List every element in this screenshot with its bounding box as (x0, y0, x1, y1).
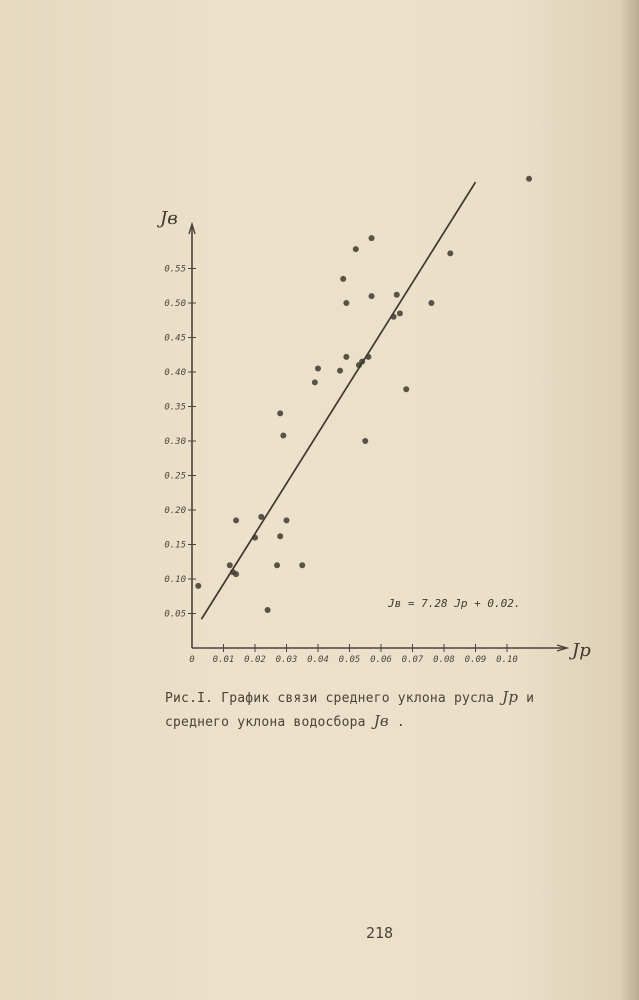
data-point (315, 366, 321, 372)
caption-line-1 (165, 686, 595, 710)
data-point (233, 517, 239, 523)
y-tick-label: 0.55 (164, 264, 186, 275)
data-point (397, 310, 403, 316)
data-point (274, 562, 280, 568)
caption-tail-1: и (518, 691, 535, 706)
data-point (284, 517, 290, 523)
data-point (252, 535, 258, 541)
x-tick-label: 0.01 (212, 655, 235, 665)
x-tick-label: 0.05 (338, 655, 361, 665)
x-tick-label: 0.10 (496, 655, 518, 665)
data-point (337, 368, 343, 374)
caption-text-1: Рис.I. График связи среднего уклона русла (165, 691, 503, 706)
caption-symbol-1: Jр (502, 688, 519, 706)
data-point (365, 354, 371, 360)
page-number: 218 (366, 924, 394, 942)
caption-text-2: среднего уклона водосбора (165, 715, 374, 730)
x-tick-label: 0.02 (244, 655, 266, 665)
x-tick-label: 0.04 (307, 655, 329, 665)
data-point (391, 314, 397, 320)
x-tick-label: 0.09 (464, 655, 487, 665)
data-point (369, 235, 375, 241)
data-point (359, 359, 365, 365)
caption-line-2 (165, 710, 595, 734)
data-point (394, 292, 400, 298)
y-tick-label: 0.10 (164, 575, 186, 585)
data-point (258, 514, 264, 520)
x-tick-label: 0.07 (401, 655, 424, 665)
figure-caption (165, 686, 595, 734)
data-point (362, 438, 368, 444)
data-point (265, 607, 271, 613)
x-tick-label: 0.08 (433, 655, 455, 665)
data-point (195, 583, 201, 589)
data-point (369, 293, 375, 299)
data-point (299, 562, 305, 568)
fit-line-group (201, 182, 475, 619)
caption-symbol-2: Jв (373, 712, 389, 730)
axes (189, 224, 567, 651)
y-tick-label: 0.15 (164, 540, 186, 551)
x-tick-label: 0 (189, 655, 195, 665)
data-point (340, 276, 346, 282)
y-tick-label: 0.05 (164, 609, 186, 620)
data-point (403, 386, 409, 392)
y-tick-label: 0.50 (164, 299, 186, 309)
data-point (343, 354, 349, 360)
data-point (280, 432, 286, 438)
data-point (277, 533, 283, 539)
y-tick-label: 0.35 (164, 402, 186, 413)
fit-line (201, 182, 475, 619)
data-point (526, 176, 532, 182)
y-tick-label: 0.40 (164, 368, 186, 378)
x-tick-label: 0.03 (275, 655, 298, 665)
caption-tail-2: . (388, 715, 405, 730)
data-point (428, 300, 434, 306)
data-point (233, 571, 239, 577)
data-point (277, 410, 283, 416)
data-point (312, 379, 318, 385)
y-axis-title: Jв (160, 208, 178, 229)
regression-equation: Jв = 7.28 Jр + 0.02. (388, 597, 521, 610)
y-tick-label: 0.20 (164, 506, 186, 516)
data-point (227, 562, 233, 568)
data-point (353, 246, 359, 252)
x-tick-label: 0.06 (370, 655, 392, 665)
y-tick-label: 0.45 (164, 333, 186, 344)
data-point (447, 250, 453, 256)
y-tick-label: 0.25 (164, 471, 186, 482)
x-axis-title: Jр (572, 640, 591, 661)
y-tick-label: 0.30 (164, 437, 186, 447)
data-point (343, 300, 349, 306)
